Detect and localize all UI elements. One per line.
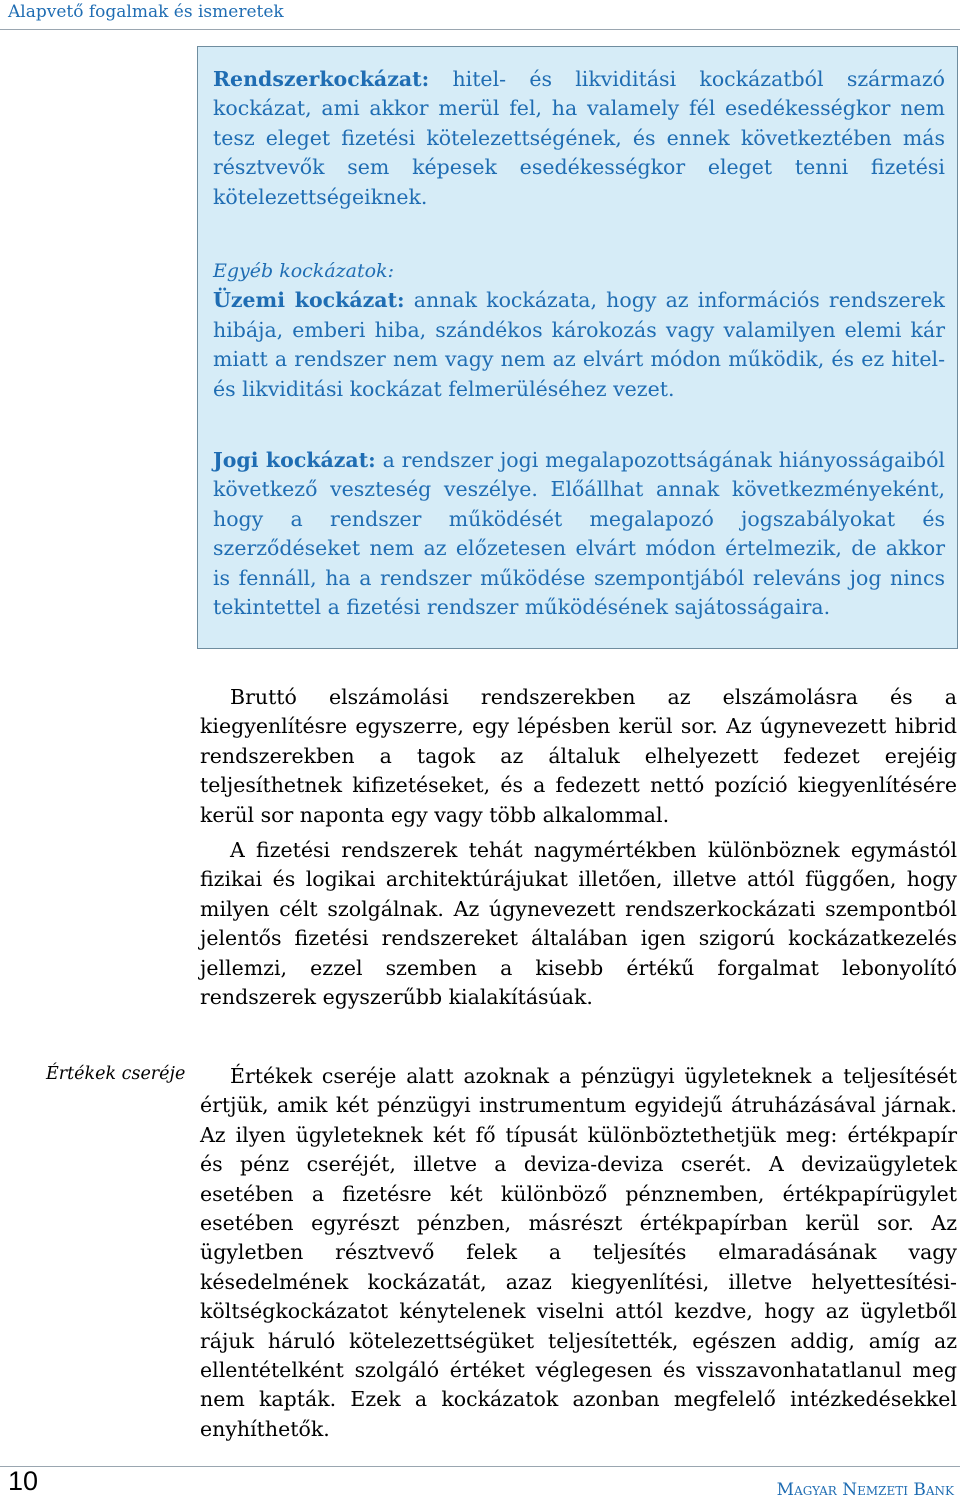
margin-note: Értékek cseréje <box>46 1064 186 1084</box>
footer-divider <box>0 1466 960 1467</box>
uzemi-kockazat-text: annak kockázata, hogy az információs rendszerek hibája, emberi hiba, szándékos károkozás vagy valamilyen elemi kár miatt a rendszer nem vagy nem az elvárt módon működik, és ez hitel- és likviditási kockázat felmerüléséhez vezet. <box>213 288 945 401</box>
rendszerkockazat-term: Rendszerkockázat: <box>213 67 430 91</box>
paragraph-fizetesi-rendszerek: A fizetési rendszerek tehát nagymértékben különböznek egymástól fizikai és logikai architektúrájukat illetően, illetve attól függően, hogy milyen célt szolgálnak. Az úgynevezett rendszerkockázati szempontból jelentős fizetési rendszereket általában igen szigorú kockázatkezelés jellemzi, ezzel szemben a kisebb értékű forgalmat lebonyolító rendszerek egyszerűbb kialakításúak. <box>200 838 957 1010</box>
uzemi-kockazat-definition <box>213 286 945 404</box>
jogi-kockazat-term: Jogi kockázat: <box>213 448 376 473</box>
jogi-kockazat-text: a rendszer jogi megalapozottságának hiányosságaiból következő veszteség veszélye. Előállhat annak következményeként, hogy a rendszer működését megalapozó jogszabályokat és szerződéseket nem az előzetesen elvárt módon értelmezik, de akkor is fennáll, ha a rendszer működése szempontjából releváns jog nincs tekintettel a fizetési rendszer működésének sajátosságaira. <box>213 448 945 620</box>
paragraph-ertekek-csereje: Értékek cseréje alatt azoknak a pénzügyi ügyleteknek a teljesítését értjük, amik két pénzügyi instrumentum egyidejű átruházásával járnak. Az ilyen ügyleteknek két fő típusát különböztethetjük meg: értékpapír és pénz cseréjét, illetve a deviza-deviza cserét. A devizaügyletek esetében a fizetésre két különböző pénznemben, értékpapírügylet esetében egyrészt pénzben, másrészt értékpapírban kerül sor. Az ügyletben résztvevő felek a teljesítés elmaradásának vagy késedelmének kockázatát, azaz kiegyenlítési, illetve helyettesítési-költségkockázatot kénytelenek viselni attól kezdve, hogy az ügyletből rájuk háruló kötelezettségüket teljesítették, egészen addig, amíg az ellentételként szolgáló értéket véglegesen és visszavonhatatlanul meg nem kapták. Ezek a kockázatok azonban megfelelő intézkedésekkel enyhíthetők. <box>200 1064 957 1441</box>
publisher-name: Magyar Nemzeti Bank <box>776 1480 954 1500</box>
page-number: 10 <box>8 1466 39 1496</box>
uzemi-kockazat-term: Üzemi kockázat: <box>213 288 405 313</box>
jogi-kockazat-definition <box>213 446 945 622</box>
paragraph-brutto: Bruttó elszámolási rendszerekben az elszámolásra és a kiegyenlítésre egyszerre, egy lépésben kerül sor. Az úgynevezett hibrid rendszerekben a tagok az általuk elhelyezett fedezet erejéig teljesíthetnek kifizetéseket, és a fedezett nettó pozíció kiegyenlítésére kerül sor naponta egy vagy több alkalommal. <box>200 685 957 827</box>
definition-box <box>197 46 958 649</box>
rendszerkockazat-definition <box>213 65 945 212</box>
egyeb-kockazatok-heading: Egyéb kockázatok: <box>213 260 394 283</box>
body-paragraphs <box>200 683 957 1012</box>
header-divider <box>0 29 960 30</box>
running-header: Alapvető fogalmak és ismeretek <box>8 2 284 22</box>
rendszerkockazat-text: hitel- és likviditási kockázatból származó kockázat, ami akkor merül fel, ha valamely fél esedékességkor nem tesz eleget fizetési kötelezettségének, és ennek következtében más résztvevők sem képesek esedékességkor eleget tenni fizetési kötelezettségeiknek. <box>213 67 945 209</box>
